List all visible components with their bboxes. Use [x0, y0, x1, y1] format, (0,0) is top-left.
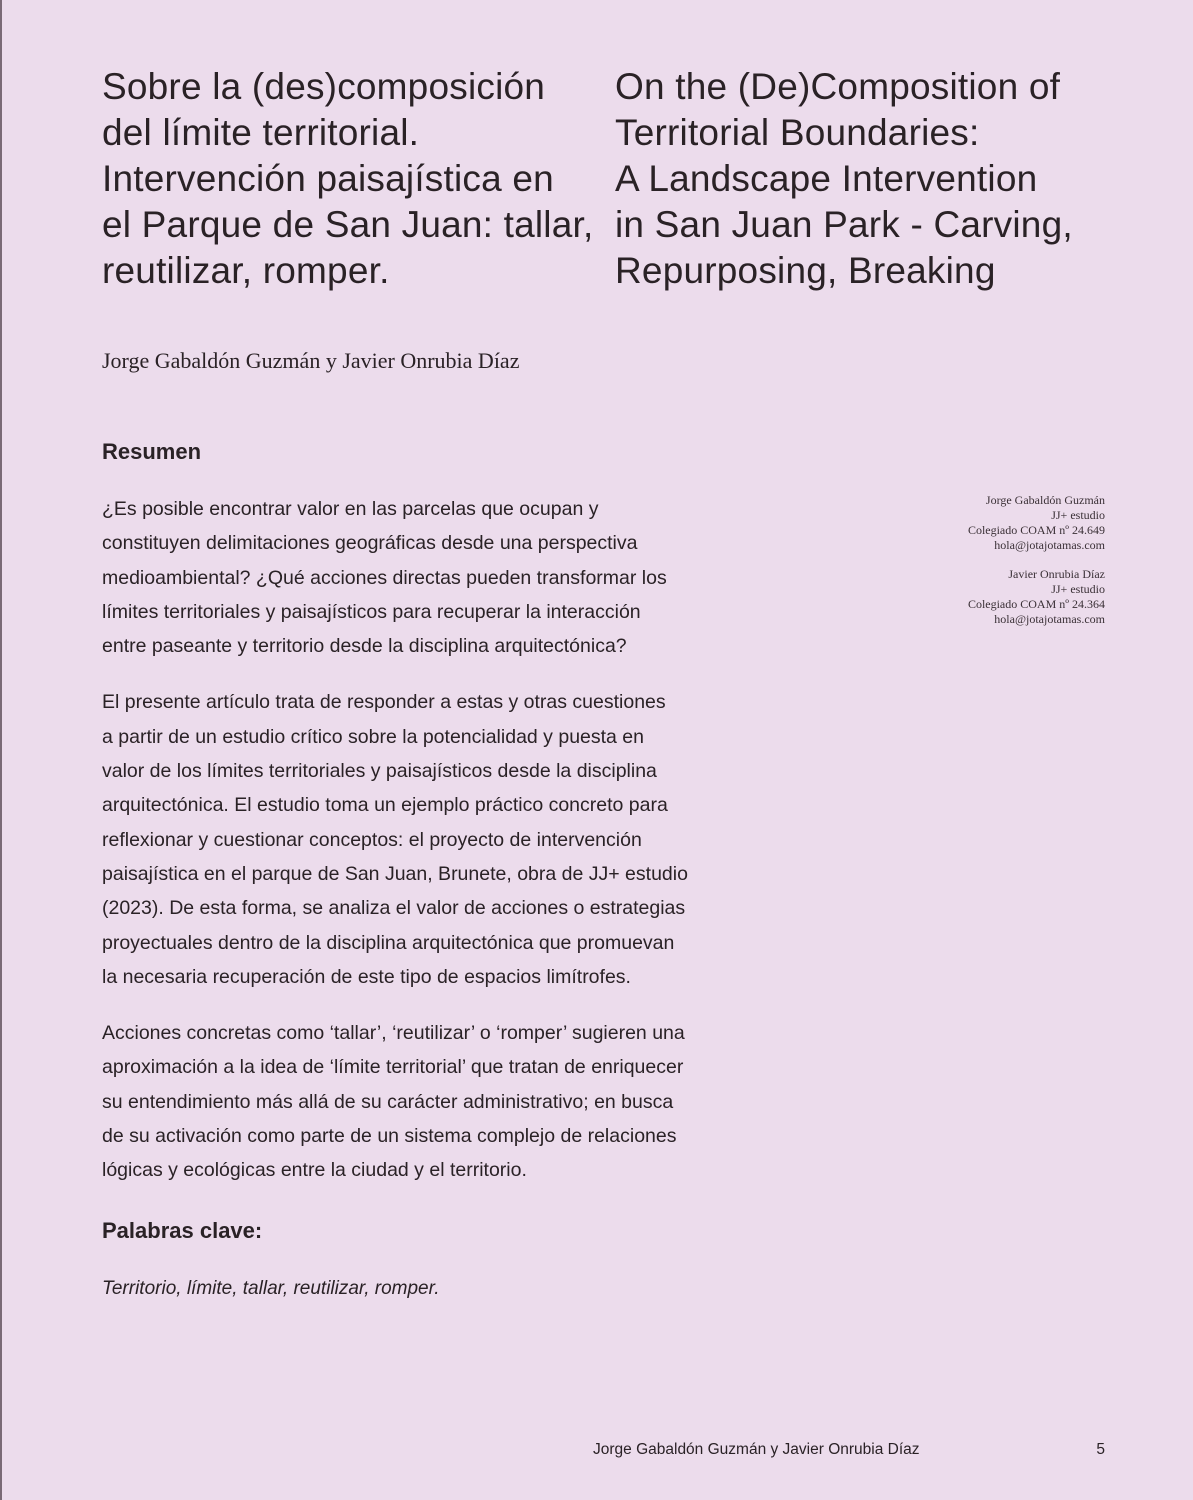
title-spanish-line: reutilizar, romper.: [102, 250, 390, 291]
affiliation-name: Javier Onrubia Díaz: [1008, 567, 1105, 581]
keywords-text: Territorio, límite, tallar, reutilizar, romper.: [102, 1278, 440, 1299]
abstract-line: su entendimiento más allá de su carácter administrativo; en busca: [102, 1090, 674, 1113]
abstract-line: entre paseante y territorio desde la disciplina arquitectónica?: [102, 635, 627, 658]
abstract-paragraph: [102, 685, 792, 994]
title-spanish-line: el Parque de San Juan: tallar,: [102, 204, 594, 245]
abstract-line: constituyen delimitaciones geográficas desde una perspectiva: [102, 532, 638, 555]
abstract-line: la necesaria recuperación de este tipo de espacios limítrofes.: [102, 965, 631, 988]
affiliation-studio: JJ+ estudio: [1051, 508, 1105, 522]
title-spanish-line: del límite territorial.: [102, 112, 420, 153]
title-spanish-line: Sobre la (des)composición: [102, 66, 546, 107]
affiliation-block: [968, 567, 1105, 627]
abstract-line: de su activación como parte de un sistema complejo de relaciones: [102, 1125, 677, 1148]
abstract-line: a partir de un estudio crítico sobre la potencialidad y puesta en: [102, 725, 645, 748]
abstract-paragraph: [102, 1016, 792, 1187]
page-number: 5: [1096, 1441, 1105, 1458]
affiliation-email: hola@jotajotamas.com: [994, 538, 1105, 552]
affiliation-registration: Colegiado COAM nº 24.364: [967, 597, 1105, 611]
title-spanish-line: Intervención paisajística en: [102, 158, 554, 199]
title-english-line: in San Juan Park - Carving,: [615, 204, 1073, 245]
abstract-line: proyectuales dentro de la disciplina arquitectónica que promuevan: [102, 931, 675, 954]
abstract-heading: Resumen: [102, 439, 202, 464]
abstract-line: (2023). De esta forma, se analiza el valor de acciones o estrategias: [102, 897, 686, 920]
abstract-line: reflexionar y cuestionar conceptos: el proyecto de intervención: [102, 828, 642, 851]
footer-authors: Jorge Gabaldón Guzmán y Javier Onrubia Díaz: [593, 1441, 920, 1458]
author-affiliations: [968, 493, 1105, 641]
author-byline: Jorge Gabaldón Guzmán y Javier Onrubia Díaz: [102, 348, 520, 373]
abstract-paragraph: [102, 492, 792, 663]
abstract-body: [102, 492, 792, 1210]
title-english: [615, 64, 1135, 294]
abstract-line: aproximación a la idea de ‘límite territorial’ que tratan de enriquecer: [102, 1056, 684, 1079]
affiliation-studio: JJ+ estudio: [1051, 582, 1105, 596]
page-edge-rule: [0, 0, 2, 1500]
title-english-line: On the (De)Composition of: [615, 66, 1061, 107]
title-english-line: Territorial Boundaries:: [615, 112, 980, 153]
abstract-line: límites territoriales y paisajísticos para recuperar la interacción: [102, 600, 641, 623]
abstract-line: Acciones concretas como ‘tallar’, ‘reutilizar’ o ‘romper’ sugieren una: [102, 1022, 685, 1045]
abstract-line: valor de los límites territoriales y paisajísticos desde la disciplina: [102, 760, 657, 783]
affiliation-registration: Colegiado COAM nº 24.649: [967, 523, 1105, 537]
title-english-line: Repurposing, Breaking: [615, 250, 996, 291]
abstract-line: El presente artículo trata de responder a estas y otras cuestiones: [102, 691, 666, 714]
affiliation-block: [968, 493, 1105, 553]
abstract-line: arquitectónica. El estudio toma un ejemplo práctico concreto para: [102, 794, 668, 817]
keywords-heading: Palabras clave:: [102, 1218, 263, 1243]
abstract-line: paisajística en el parque de San Juan, Brunete, obra de JJ+ estudio: [102, 862, 688, 885]
abstract-line: ¿Es posible encontrar valor en las parcelas que ocupan y: [102, 498, 599, 520]
abstract-line: lógicas y ecológicas entre la ciudad y el territorio.: [102, 1159, 527, 1182]
abstract-line: medioambiental? ¿Qué acciones directas pueden transformar los: [102, 566, 667, 589]
affiliation-name: Jorge Gabaldón Guzmán: [985, 493, 1105, 507]
title-english-line: A Landscape Intervention: [615, 158, 1038, 199]
affiliation-email: hola@jotajotamas.com: [994, 612, 1105, 626]
title-spanish: [102, 64, 592, 294]
